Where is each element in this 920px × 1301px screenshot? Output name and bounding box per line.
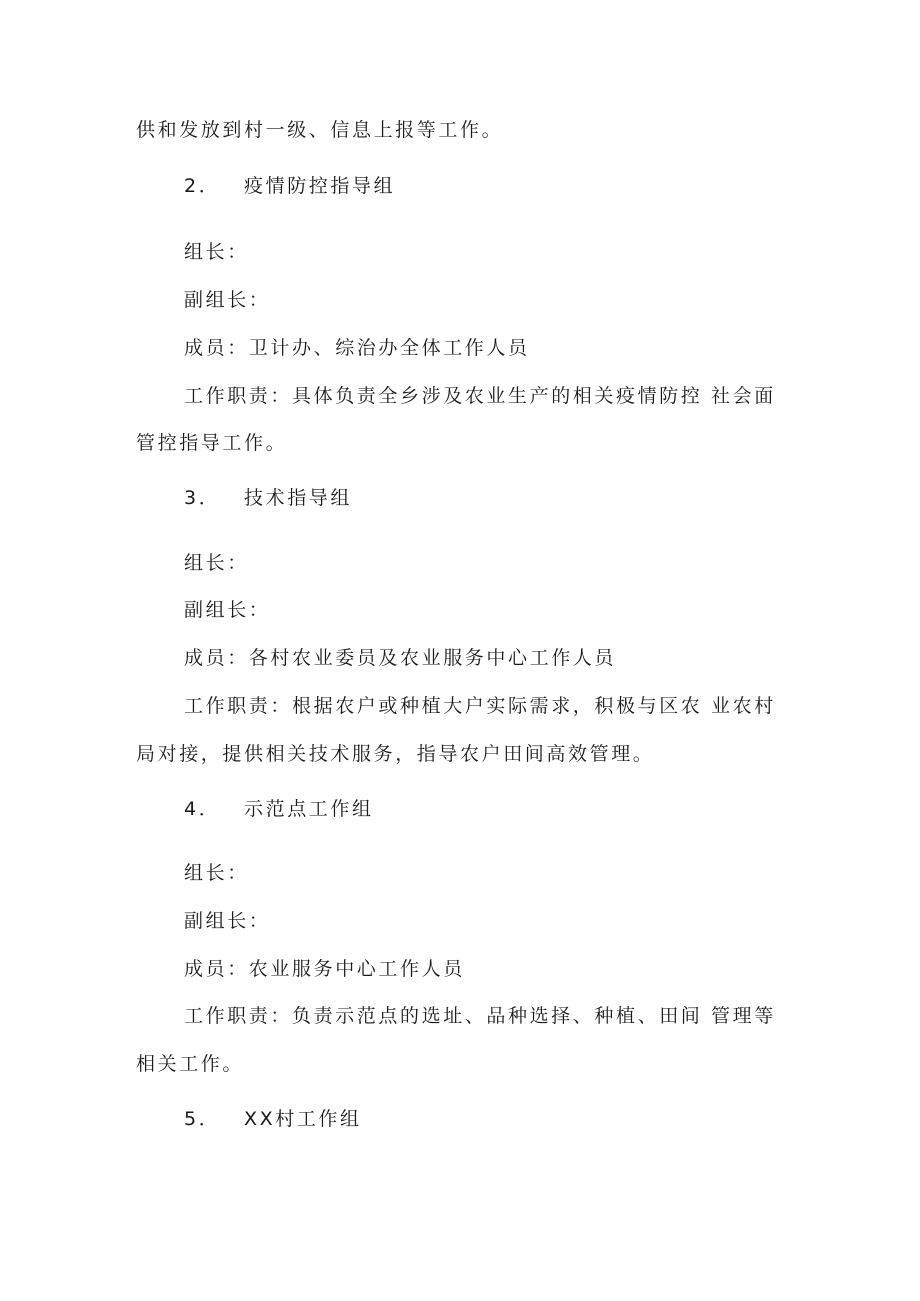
section-number: 2． — [184, 175, 221, 197]
group3-leader-line: 组长： — [184, 552, 249, 574]
group2-deputy-leader-line: 副组长： — [184, 289, 271, 311]
section-number: 3． — [184, 487, 221, 509]
section-heading-2 — [184, 174, 395, 198]
group3-deputy-leader-line: 副组长： — [184, 599, 271, 621]
section-number: 5． — [184, 1108, 221, 1130]
group4-members-line: 成员：农业服务中心工作人员 — [184, 958, 465, 980]
group4-leader-line: 组长： — [184, 862, 249, 884]
group4-duty-line-2: 相关工作。 — [136, 1053, 245, 1075]
section-title: XX村工作组 — [244, 1108, 362, 1130]
section-heading-3 — [184, 486, 352, 510]
paragraph-intro-tail-line-1: 供和发放到村一级、信息上报等工作。 — [136, 119, 504, 141]
group2-leader-line: 组长： — [184, 241, 249, 263]
group4-deputy-leader-line: 副组长： — [184, 910, 271, 932]
section-number: 4． — [184, 798, 221, 820]
section-title: 示范点工作组 — [244, 798, 374, 820]
group4-duty-line-1: 工作职责：负责示范点的选址、品种选择、种植、田间 管理等 — [184, 1005, 776, 1027]
section-title: 疫情防控指导组 — [244, 175, 396, 197]
section-heading-5 — [184, 1107, 362, 1131]
group3-members-line: 成员：各村农业委员及农业服务中心工作人员 — [184, 647, 617, 669]
group2-members-line: 成员：卫计办、综治办全体工作人员 — [184, 337, 530, 359]
group2-duty-line-1: 工作职责：具体负责全乡涉及农业生产的相关疫情防控 社会面 — [184, 385, 776, 407]
group3-duty-line-2: 局对接，提供相关技术服务，指导农户田间高效管理。 — [136, 743, 655, 765]
group3-duty-line-1: 工作职责：根据农户或种植大户实际需求，积极与区农 业农村 — [184, 695, 776, 717]
group2-duty-line-2: 管控指导工作。 — [136, 432, 288, 454]
section-heading-4 — [184, 797, 374, 821]
section-title: 技术指导组 — [244, 487, 353, 509]
